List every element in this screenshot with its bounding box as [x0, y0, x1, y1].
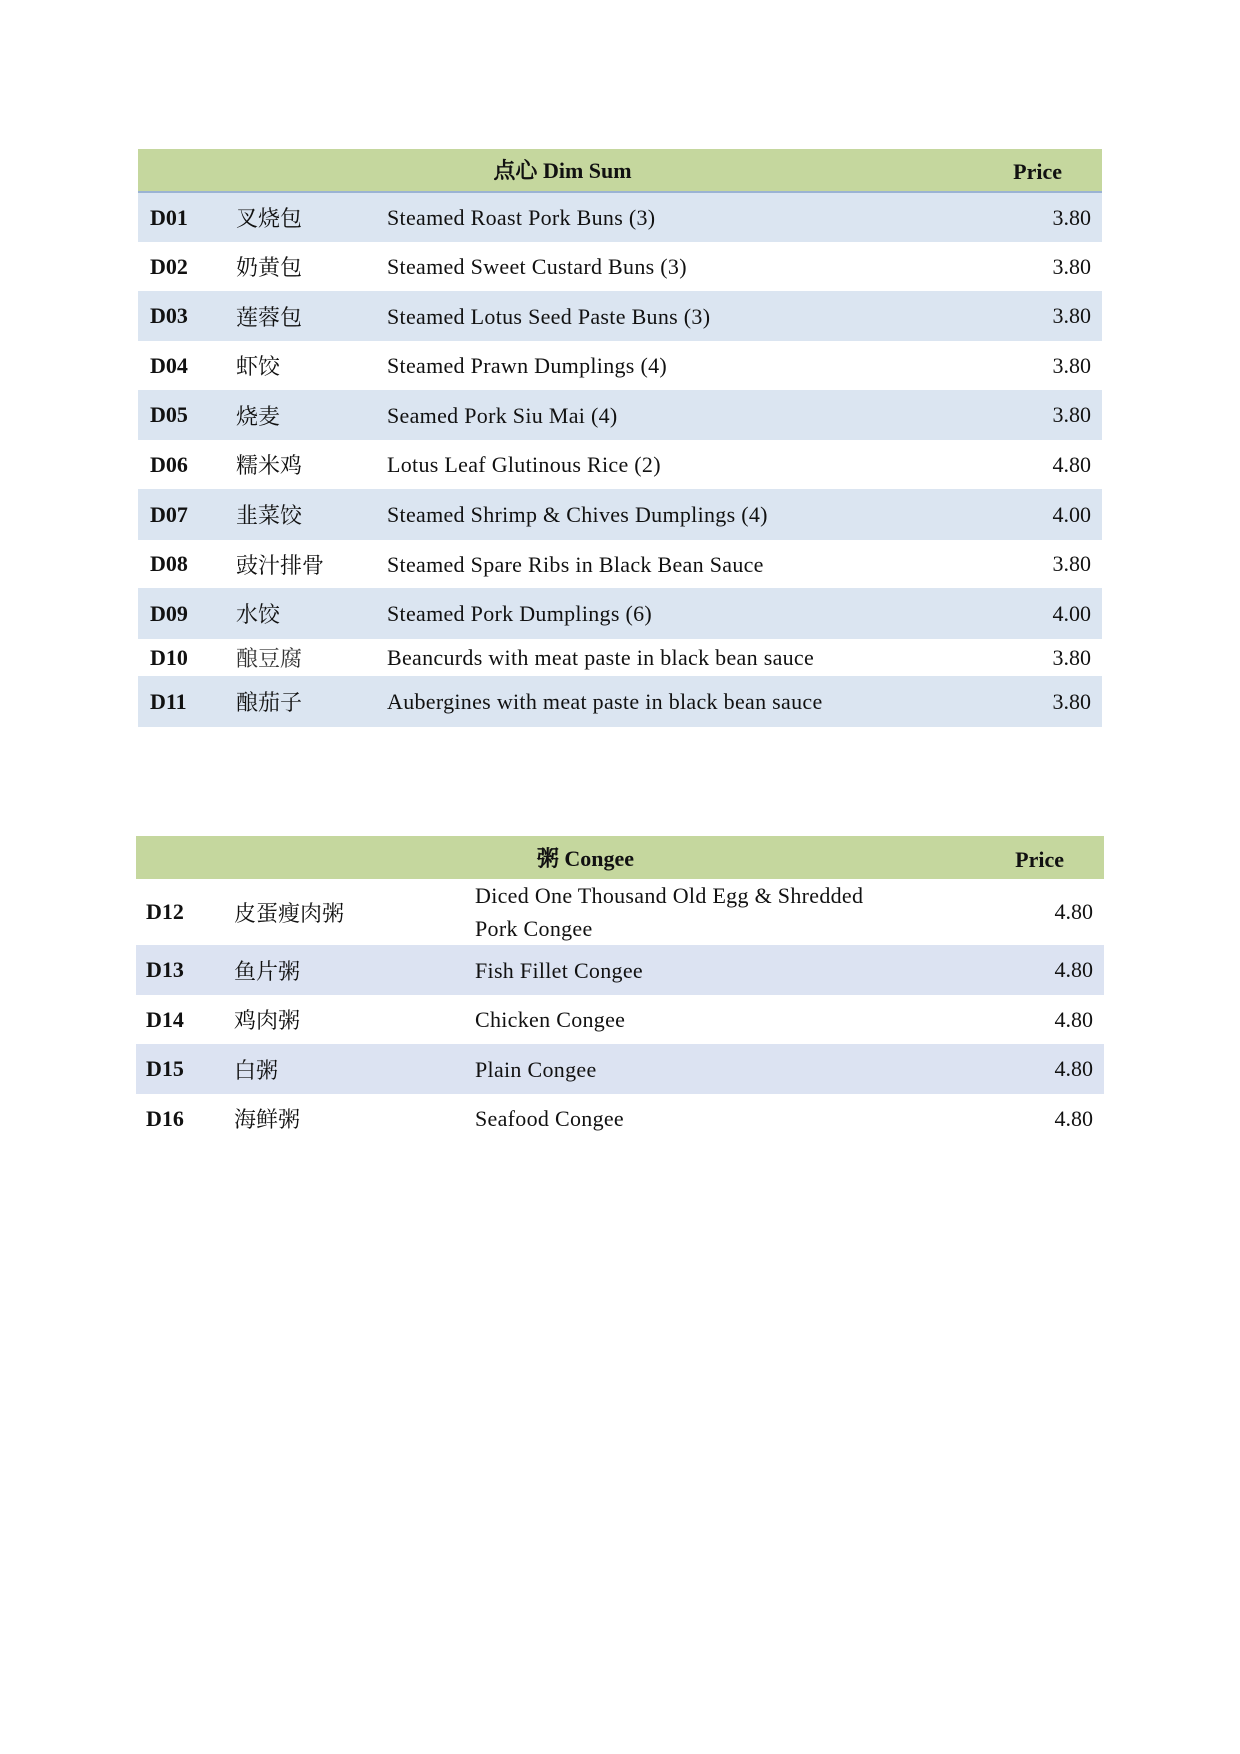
- item-price: 3.80: [1052, 253, 1091, 279]
- item-name-cn: 莲蓉包: [236, 305, 303, 331]
- item-name-cn: 烧麦: [236, 404, 281, 430]
- item-name-en-line2: Pork Congee: [475, 916, 593, 941]
- item-name-en-line1: Diced One Thousand Old Egg & Shredded: [475, 883, 864, 908]
- menu-row-d10: [138, 639, 1102, 676]
- item-price: 4.00: [1052, 600, 1091, 626]
- item-name-cn: 奶黄包: [236, 256, 303, 281]
- item-name-en: Steamed Roast Pork Buns (3): [387, 205, 656, 230]
- item-code: D07: [150, 501, 188, 527]
- item-name-en: Steamed Spare Ribs in Black Bean Sauce: [387, 551, 764, 577]
- item-name-en: Steamed Lotus Seed Paste Buns (3): [387, 303, 711, 329]
- congee-title: 粥 Congee: [536, 846, 635, 872]
- dim-sum-price-header: Price: [1013, 159, 1062, 184]
- congee-header-row: [136, 836, 1104, 879]
- item-name-cn: 鱼片粥: [234, 959, 301, 985]
- item-code: D04: [150, 352, 188, 378]
- item-name-en: Seafood Congee: [475, 1106, 624, 1131]
- item-code: D11: [150, 688, 187, 714]
- item-name-cn: 海鲜粥: [234, 1108, 301, 1133]
- item-name-en: Lotus Leaf Glutinous Rice (2): [387, 452, 661, 477]
- congee-price-header: Price: [1015, 847, 1064, 872]
- item-name-cn: 叉烧包: [236, 207, 303, 232]
- item-price: 4.00: [1052, 501, 1091, 527]
- item-price: 3.80: [1052, 303, 1091, 328]
- dim-sum-header-row: [138, 149, 1102, 192]
- menu-row-d06: [138, 440, 1102, 489]
- item-name-en: Beancurds with meat paste in black bean sauce: [387, 645, 815, 670]
- menu-row-d09: [138, 588, 1102, 639]
- item-name-cn: 韭菜饺: [236, 504, 303, 529]
- menu-row-d12: [136, 879, 1104, 945]
- item-name-cn: 鸡肉粥: [234, 1009, 301, 1034]
- item-code: D08: [150, 551, 188, 576]
- item-name-en: Fish Fillet Congee: [475, 957, 643, 983]
- item-name-cn: 酿豆腐: [236, 647, 303, 672]
- item-name-en: Plain Congee: [475, 1056, 597, 1082]
- item-name-en: Chicken Congee: [475, 1007, 626, 1032]
- item-price: 4.80: [1052, 451, 1091, 477]
- item-name-cn: 白粥: [234, 1058, 279, 1084]
- menu-row-d01: [138, 192, 1102, 242]
- item-price: 4.80: [1054, 899, 1093, 924]
- menu-row-d08: [138, 540, 1102, 588]
- item-code: D16: [146, 1105, 184, 1131]
- item-price: 3.80: [1052, 204, 1091, 230]
- congee-table: [136, 836, 1104, 1143]
- item-code: D12: [146, 899, 184, 924]
- menu-row-d11: [138, 676, 1102, 727]
- item-price: 3.80: [1052, 688, 1091, 714]
- item-name-en: Aubergines with meat paste in black bean sauce: [387, 689, 823, 714]
- menu-row-d02: [138, 242, 1102, 291]
- item-price: 3.80: [1052, 644, 1091, 670]
- menu-row-d04: [138, 341, 1102, 390]
- item-price: 3.80: [1052, 551, 1091, 576]
- item-name-en: Steamed Prawn Dumplings (4): [387, 353, 668, 378]
- menu-row-d15: [136, 1044, 1104, 1094]
- item-code: D15: [146, 1056, 184, 1081]
- item-code: D02: [150, 253, 188, 279]
- item-price: 4.80: [1054, 1006, 1093, 1032]
- menu-row-d16: [136, 1094, 1104, 1143]
- item-name-cn: 酿茄子: [236, 691, 303, 716]
- item-code: D14: [146, 1006, 184, 1032]
- item-name-en: Steamed Sweet Custard Buns (3): [387, 254, 687, 279]
- item-name-en: Steamed Shrimp & Chives Dumplings (4): [387, 502, 768, 527]
- item-code: D09: [150, 600, 188, 626]
- menu-row-d13: [136, 945, 1104, 995]
- item-name-en: Steamed Pork Dumplings (6): [387, 601, 653, 626]
- dim-sum-table: [138, 149, 1102, 727]
- dim-sum-title: 点心 Dim Sum: [493, 158, 632, 184]
- item-name-cn: 皮蛋瘦肉粥: [234, 901, 345, 927]
- menu-row-d05: [138, 390, 1102, 440]
- item-code: D01: [150, 204, 188, 230]
- item-name-cn: 虾饺: [236, 355, 281, 380]
- item-code: D03: [150, 303, 188, 328]
- item-name-cn: 糯米鸡: [236, 454, 303, 479]
- item-name-en: Seamed Pork Siu Mai (4): [387, 402, 618, 428]
- menu-row-d07: [138, 489, 1102, 540]
- item-name-cn: 水饺: [236, 603, 281, 628]
- item-code: D13: [146, 957, 184, 982]
- item-code: D05: [150, 402, 188, 427]
- menu-row-d03: [138, 291, 1102, 341]
- item-price: 4.80: [1054, 1056, 1093, 1081]
- item-price: 3.80: [1052, 352, 1091, 378]
- item-price: 4.80: [1054, 1105, 1093, 1131]
- item-code: D06: [150, 451, 188, 477]
- menu-row-d14: [136, 995, 1104, 1044]
- item-name-en: [475, 879, 975, 945]
- item-price: 4.80: [1054, 957, 1093, 982]
- item-code: D10: [150, 644, 188, 670]
- item-name-cn: 豉汁排骨: [236, 553, 325, 579]
- item-price: 3.80: [1052, 402, 1091, 427]
